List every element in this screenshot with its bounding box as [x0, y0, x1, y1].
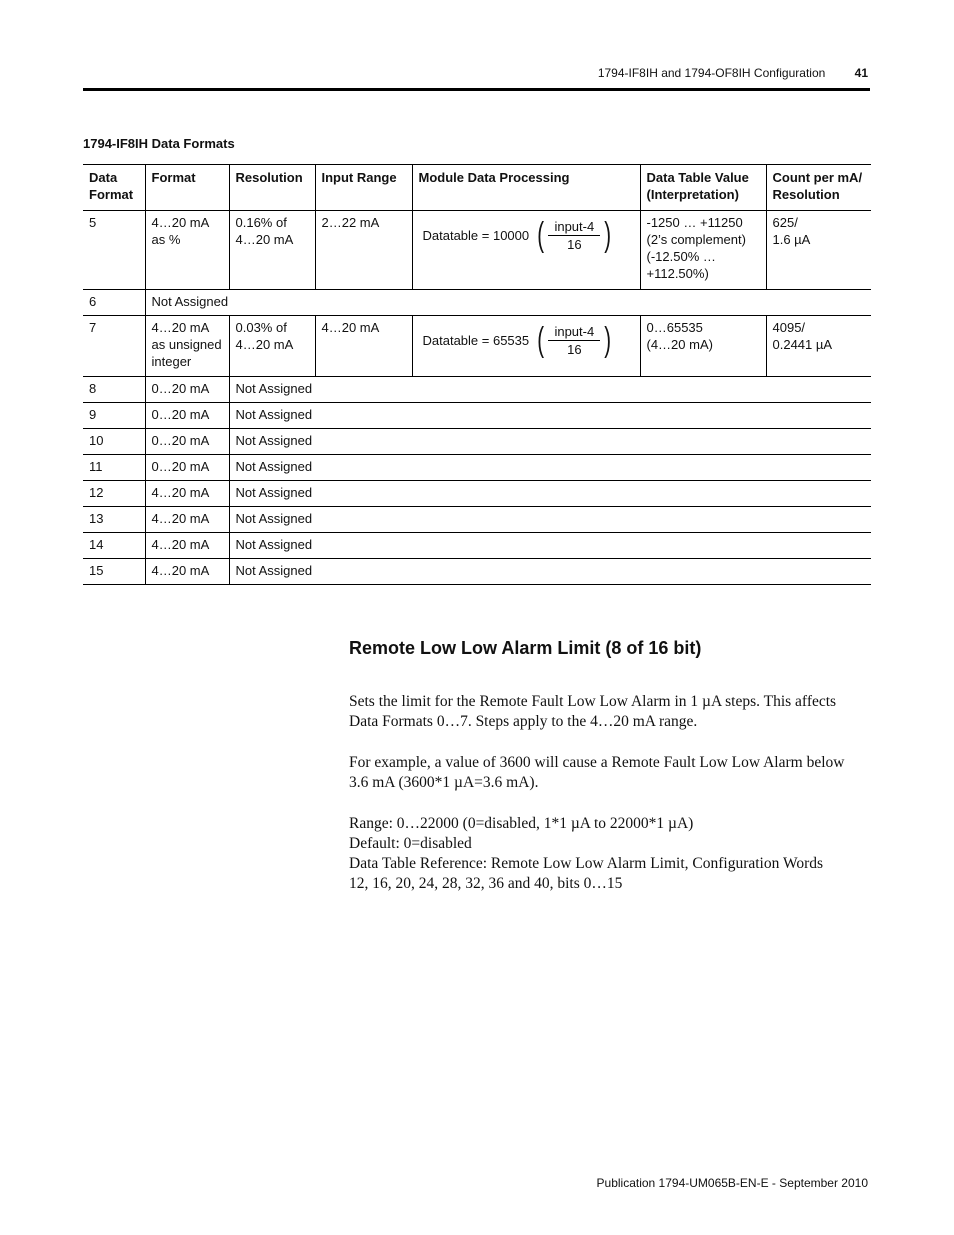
table-row: [83, 290, 871, 316]
cell-data-format: 15: [83, 559, 145, 585]
fraction: [548, 324, 600, 357]
formula: [419, 214, 634, 256]
cell-not-assigned: Not Assigned: [229, 533, 871, 559]
cell-data-format: 5: [83, 211, 145, 290]
table-row: [83, 211, 871, 290]
paragraph: Range: 0…22000 (0=disabled, 1*1 µA to 22000*1 µA) Default: 0=disabled Data Table Reference: Remote Low Low Alarm Limit, Configuration Words 12, 16, 20, 24, 28, 32, 36 and 40, bits 0…15: [349, 815, 824, 892]
table-row: [83, 559, 871, 585]
cell-format: 4…20 mA as %: [145, 211, 229, 290]
col-header-input-range: Input Range: [315, 165, 412, 211]
cell-module-data-processing: [412, 211, 640, 290]
cell-data-format: 6: [83, 290, 145, 316]
cell-data-format: 10: [83, 429, 145, 455]
fraction: [548, 219, 600, 252]
table-row: [83, 377, 871, 403]
header-title: 1794-IF8IH and 1794-OF8IH Configuration: [597, 66, 826, 80]
cell-data-table-value: -1250 … +11250 (2’s complement) (-12.50% … +112.50%): [640, 211, 766, 290]
cell-format: 4…20 mA: [145, 559, 229, 585]
cell-not-assigned: Not Assigned: [229, 403, 871, 429]
cell-not-assigned: Not Assigned: [229, 377, 871, 403]
cell-format: 4…20 mA as unsigned integer: [145, 316, 229, 377]
fraction-denominator: 16: [567, 236, 582, 252]
col-header-resolution: Resolution: [229, 165, 315, 211]
cell-format: 0…20 mA: [145, 455, 229, 481]
cell-format: 0…20 mA: [145, 403, 229, 429]
cell-format: 4…20 mA: [145, 481, 229, 507]
col-header-data-table-value: Data Table Value (Interpretation): [640, 165, 766, 211]
section-heading: Remote Low Low Alarm Limit (8 of 16 bit): [349, 638, 702, 658]
formula-label: Datatable = 65535: [422, 332, 530, 348]
cell-data-format: 11: [83, 455, 145, 481]
footer-publication: Publication 1794-UM065B-EN-E - September 2010: [596, 1176, 868, 1190]
table-row: [83, 507, 871, 533]
cell-input-range: 2…22 mA: [315, 211, 412, 290]
cell-not-assigned: Not Assigned: [229, 507, 871, 533]
left-paren: (: [537, 216, 545, 254]
formula: [419, 319, 634, 361]
col-header-module-data-processing: Module Data Processing: [412, 165, 640, 211]
table-row: [83, 429, 871, 455]
paragraph: Sets the limit for the Remote Fault Low Low Alarm in 1 µA steps. This affects Data Formats 0…7. Steps apply to the 4…20 mA range.: [349, 693, 837, 730]
cell-resolution: 0.03% of 4…20 mA: [229, 316, 315, 377]
table-row: [83, 455, 871, 481]
cell-data-format: 14: [83, 533, 145, 559]
table-row: [83, 403, 871, 429]
col-header-format: Format: [145, 165, 229, 211]
cell-data-format: 12: [83, 481, 145, 507]
col-header-data-format: Data Format: [83, 165, 145, 211]
paragraph: For example, a value of 3600 will cause a Remote Fault Low Low Alarm below 3.6 mA (3600*1 µA=3.6 mA).: [349, 754, 845, 791]
right-paren: ): [604, 321, 612, 359]
cell-data-table-value: 0…65535 (4…20 mA): [640, 316, 766, 377]
header-rule: [83, 88, 870, 91]
page-header: [598, 66, 868, 80]
page-number: 41: [854, 66, 868, 80]
cell-not-assigned: Not Assigned: [229, 559, 871, 585]
cell-not-assigned: Not Assigned: [145, 290, 871, 316]
cell-data-format: 13: [83, 507, 145, 533]
cell-count-per-ma: 4095/ 0.2441 µA: [766, 316, 871, 377]
cell-format: 4…20 mA: [145, 533, 229, 559]
cell-format: 0…20 mA: [145, 429, 229, 455]
cell-count-per-ma: 625/ 1.6 µA: [766, 211, 871, 290]
cell-format: 4…20 mA: [145, 507, 229, 533]
cell-resolution: 0.16% of 4…20 mA: [229, 211, 315, 290]
cell-not-assigned: Not Assigned: [229, 455, 871, 481]
cell-data-format: 9: [83, 403, 145, 429]
fraction-numerator: input-4: [548, 219, 600, 236]
cell-data-format: 8: [83, 377, 145, 403]
left-paren: (: [537, 321, 545, 359]
table-header-row: [83, 165, 871, 211]
col-header-count-per-ma: Count per mA/ Resolution: [766, 165, 871, 211]
cell-format: 0…20 mA: [145, 377, 229, 403]
fraction-denominator: 16: [567, 341, 582, 357]
data-formats-table: [83, 164, 871, 585]
cell-module-data-processing: [412, 316, 640, 377]
table-row: [83, 481, 871, 507]
cell-input-range: 4…20 mA: [315, 316, 412, 377]
formula-label: Datatable = 10000: [422, 227, 530, 243]
right-paren: ): [604, 216, 612, 254]
cell-data-format: 7: [83, 316, 145, 377]
fraction-numerator: input-4: [548, 324, 600, 341]
table-row: [83, 533, 871, 559]
cell-not-assigned: Not Assigned: [229, 481, 871, 507]
cell-not-assigned: Not Assigned: [229, 429, 871, 455]
table-row: [83, 316, 871, 377]
table-caption: 1794-IF8IH Data Formats: [83, 136, 235, 151]
